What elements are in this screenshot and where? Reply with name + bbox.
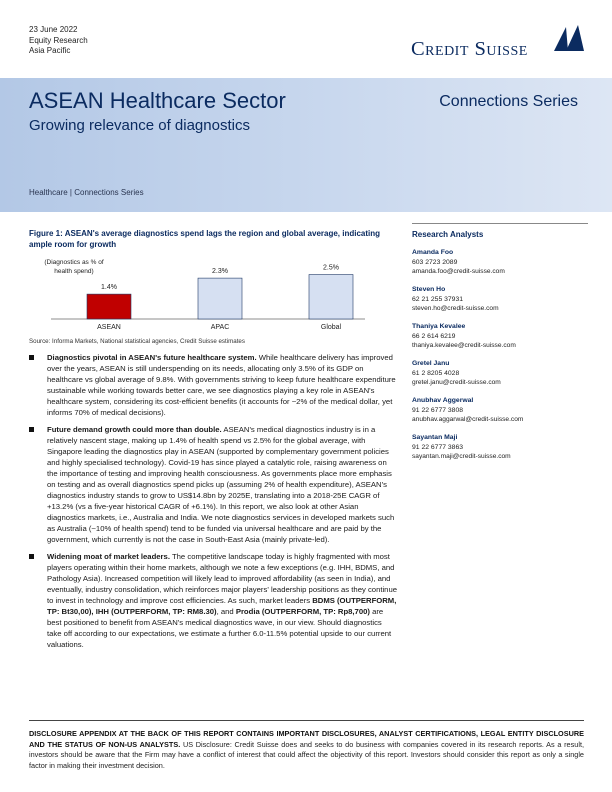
analyst-phone: 61 2 8205 4028 [412, 370, 460, 377]
data-label-global: 2.5% [323, 264, 339, 272]
bullet-lead: Widening moat of market leaders. [47, 552, 170, 561]
sails-icon [552, 23, 586, 53]
bullet-text: ASEAN's medical diagnostics industry is in a relatively nascent stage, making up 1.4% of health spend vs 2.5% for the global average, with Singapore leading the diagnostics play in ASEAN (supported by complementary government policies and highly specialised technology). Covid-19 has since played a catalytic role, raising awareness on the importance of testing and improving health consciousness. As governments place more emphasis on testing and as overall diagnostics spend picks up (assuming 2% of health expenditure), ASEAN's diagnostics industry stands to grow to US$14.8bn by 2025E, translating into a 2018-25E CAGR of +13.2% (vs a five-year historical CAGR of +6.1%). In this report, we also look at other Asian diagnostics markets, i.e., Australia and India. We note diagnostics services in developed markets such as Australia (~10% of health spend) tend to be funded via universal healthcare and are paid by the government, which currently is not the case in South-East Asia (mainly private-led). [47, 425, 395, 544]
series-label: Connections Series [439, 93, 578, 110]
bullet-text: , and [216, 607, 236, 616]
analyst-entry [412, 322, 588, 350]
bullet-point [29, 551, 398, 650]
bullet-bold-ratings: Prodia (OUTPERFORM, TP: Rp8,700) [235, 607, 370, 616]
analyst-entry [412, 248, 588, 276]
analyst-name: Amanda Foo [412, 249, 454, 256]
analyst-name: Gretel Janu [412, 360, 450, 367]
bullet-text: are best positioned to benefit from ASEAN's medical diagnostics wave, in our view. Should diagnostics take off according to our expectations, we estimate a further 6.0-11.5% potential upside to our current valuations. [47, 607, 392, 649]
bar-apac [198, 278, 242, 319]
analyst-entry [412, 433, 588, 461]
bullet-lead: Diagnostics pivotal in ASEAN's future healthcare system. [47, 353, 257, 362]
tick-label-asean: ASEAN [97, 324, 121, 331]
chart-ylabel-line2: health spend) [54, 268, 94, 275]
key-points [29, 352, 398, 656]
analyst-email[interactable]: amanda.foo@credit-suisse.com [412, 268, 505, 275]
analyst-phone: 62 21 255 37931 [412, 296, 464, 303]
analyst-email[interactable]: thaniya.kevalee@credit-suisse.com [412, 342, 516, 349]
analyst-email[interactable]: sayantan.maji@credit-suisse.com [412, 453, 511, 460]
page-subtitle: Growing relevance of diagnostics [29, 117, 250, 134]
analyst-name: Sayantan Maji [412, 434, 458, 441]
analyst-phone: 603 2723 2089 [412, 259, 458, 266]
analyst-name: Thaniya Kevalee [412, 323, 466, 330]
report-header-banner [0, 78, 612, 212]
bullet-text: While healthcare delivery has improved over the years, ASEAN is still underspending on its needs, allocating only 3.5% of its GDP on healthcare vs global average of 9.8%. With governments striving to keep future healthcare expenditure sustainable while working towards better care, we see diagnostics playing a key role in ASEAN's healthcare system, considering its cost-efficient benefits (it accounts for ~2% of the medical dollar, yet informs 70% of medical decisions). [47, 353, 396, 417]
analyst-phone: 91 22 6777 3863 [412, 444, 464, 451]
analyst-entry [412, 396, 588, 424]
analyst-email[interactable]: anubhav.aggarwal@credit-suisse.com [412, 416, 524, 423]
analyst-email[interactable]: gretel.janu@credit-suisse.com [412, 379, 501, 386]
data-label-apac: 2.3% [212, 268, 228, 276]
analyst-name: Steven Ho [412, 286, 446, 293]
chart-svg [29, 255, 399, 335]
analyst-phone: 91 22 6777 3808 [412, 407, 464, 414]
diagnostics-spend-chart [29, 255, 399, 335]
sector-tagline: Healthcare | Connections Series [29, 188, 144, 197]
bullet-point [29, 424, 398, 545]
bullet-square-icon [29, 554, 34, 559]
figure-source: Source: Informa Markets, National statistical agencies, Credit Suisse estimates [29, 338, 245, 345]
disclosure-heading: DISCLOSURE APPENDIX AT THE BACK OF THIS REPORT CONTAINS IMPORTANT DISCLOSURES, ANALYST CERTIFICATIONS, LEGAL ENTITY DISCLOSURE AND THE STATUS OF NON-US ANALYSTS. [29, 729, 584, 749]
bullet-square-icon [29, 355, 34, 360]
analyst-name: Anubhav Aggerwal [412, 397, 474, 404]
analyst-phone: 66 2 614 6219 [412, 333, 456, 340]
tick-label-apac: APAC [210, 324, 230, 331]
bar-global [309, 275, 353, 319]
report-category: Equity Research [29, 35, 88, 45]
tick-label-global: Global [320, 324, 342, 331]
analysts-heading: Research Analysts [412, 230, 484, 239]
bullet-lead: Future demand growth could more than double. [47, 425, 222, 434]
divider [412, 223, 588, 224]
analyst-email[interactable]: steven.ho@credit-suisse.com [412, 305, 499, 312]
page-title: ASEAN Healthcare Sector [29, 88, 286, 113]
disclosure-footer [29, 720, 584, 771]
bullet-text: The competitive landscape today is highly fragmented with most players operating within their home markets, although we note a few exceptions (e.g. IHH, BDMS, and Pathology Asia). Increased competition will likely lead to improved affordability (as seen in India), and eventually, industry consolidation, which reinforces major players' leadership positions as they continue to invest in technology and improve cost efficiencies. As such, market leaders [47, 552, 398, 605]
analyst-entry [412, 285, 588, 313]
credit-suisse-logo [411, 21, 586, 69]
disclosure-text: US Disclosure: Credit Suisse does and seeks to do business with companies covered in its research reports. As a result, investors should be aware that the Firm may have a conflict of interest that could affect the objectivity of this report. Investors should consider this report as only a single factor in making their investment decision. [29, 739, 584, 770]
bullet-bold-ratings: BDMS (OUTPERFORM, TP: Bt30,00), IHH (OUTPERFORM, TP: RM8.30) [47, 596, 397, 616]
bullet-square-icon [29, 427, 34, 432]
data-label-asean: 1.4% [101, 284, 117, 292]
bar-asean [87, 294, 131, 319]
bullet-point [29, 352, 398, 418]
report-region: Asia Pacific [29, 46, 71, 55]
report-meta [29, 25, 88, 57]
analyst-entry [412, 359, 588, 387]
research-analysts-panel [412, 223, 588, 470]
chart-ylabel-line1: (Diagnostics as % of [44, 259, 104, 266]
report-date: 23 June 2022 [29, 25, 78, 34]
logo-wordmark: Credit Suisse [411, 38, 528, 60]
figure-title: Figure 1: ASEAN's average diagnostics spend lags the region and global average, indicating ample room for growth [29, 229, 381, 249]
